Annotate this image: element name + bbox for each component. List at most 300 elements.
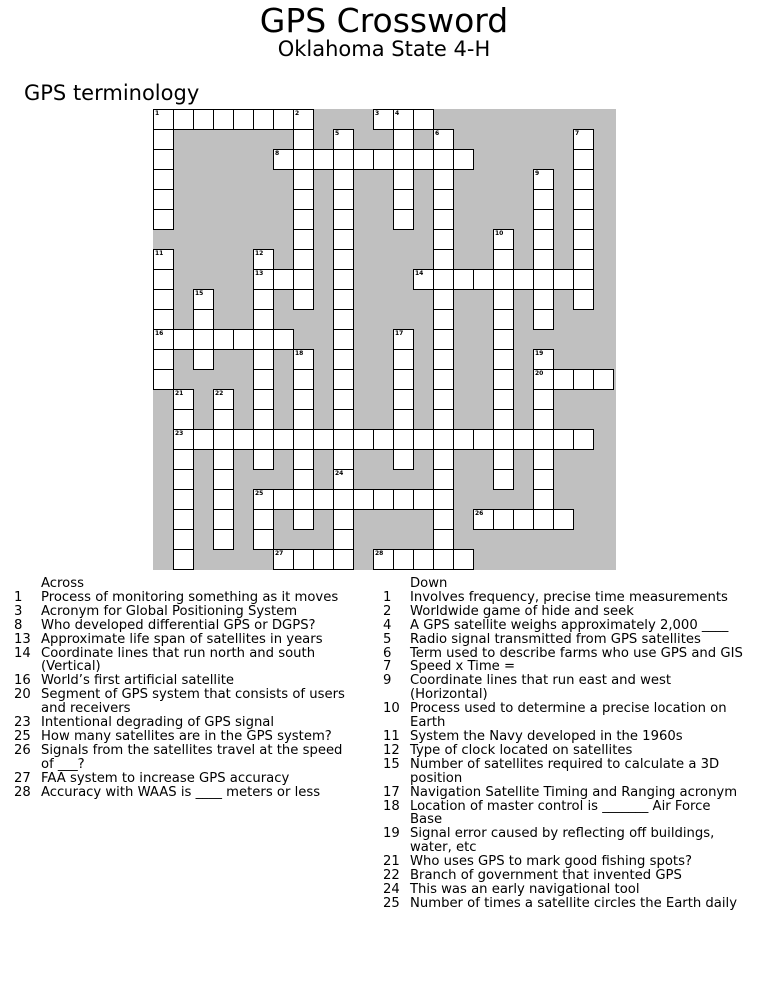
grid-cell[interactable]	[573, 269, 594, 290]
grid-cell[interactable]	[473, 429, 494, 450]
grid-clue-number: 8	[275, 150, 280, 157]
across-clue-20	[14, 688, 359, 716]
across-clue-3	[14, 605, 359, 619]
grid-cell[interactable]	[293, 389, 314, 410]
clue-text: Who developed differential GPS or DGPS?	[41, 617, 316, 633]
clue-text: Intentional degrading of GPS signal	[41, 715, 275, 731]
grid-cell[interactable]	[293, 469, 314, 490]
down-clue-19	[383, 827, 743, 855]
grid-cell[interactable]	[193, 329, 214, 350]
grid-cell[interactable]	[413, 149, 434, 170]
grid-cell[interactable]	[573, 369, 594, 390]
grid-cell[interactable]	[433, 269, 454, 290]
grid-cell[interactable]	[493, 449, 514, 470]
across-heading: Across	[41, 576, 84, 591]
grid-cell[interactable]	[533, 309, 554, 330]
grid-cell[interactable]	[273, 109, 294, 130]
across-clue-16	[14, 674, 359, 688]
grid-cell[interactable]	[393, 389, 414, 410]
grid-cell[interactable]	[493, 509, 514, 530]
grid-cell-2[interactable]	[293, 109, 314, 130]
clue-text: How many satellites are in the GPS system?	[41, 728, 332, 744]
grid-cell-9[interactable]	[533, 169, 554, 190]
clue-number: 15	[383, 756, 400, 772]
grid-clue-number: 19	[535, 350, 544, 357]
clue-number: 6	[383, 645, 392, 661]
grid-clue-number: 6	[435, 130, 440, 137]
grid-cell[interactable]	[573, 249, 594, 270]
grid-clue-number: 5	[335, 130, 340, 137]
clue-text: System the Navy developed in the 1960s	[410, 728, 683, 744]
grid-cell[interactable]	[353, 149, 374, 170]
grid-cell-15[interactable]	[193, 289, 214, 310]
grid-cell[interactable]	[573, 289, 594, 310]
grid-cell[interactable]	[293, 149, 314, 170]
grid-cell-27[interactable]	[273, 549, 294, 570]
down-clue-11	[383, 730, 743, 744]
grid-cell[interactable]	[453, 429, 474, 450]
grid-cell[interactable]	[453, 549, 474, 570]
clue-text: Coordinate lines that run north and south (Vertical)	[41, 645, 316, 675]
grid-cell[interactable]	[213, 329, 234, 350]
grid-cell-17[interactable]	[393, 329, 414, 350]
grid-cell[interactable]	[433, 349, 454, 370]
grid-cell[interactable]	[213, 469, 234, 490]
grid-cell[interactable]	[433, 549, 454, 570]
grid-cell-23[interactable]	[173, 429, 194, 450]
across-clue-1	[14, 591, 359, 605]
grid-cell[interactable]	[253, 449, 274, 470]
clue-text: Acronym for Global Positioning System	[41, 603, 298, 619]
grid-cell[interactable]	[213, 489, 234, 510]
down-clue-6	[383, 647, 743, 661]
grid-cell[interactable]	[173, 529, 194, 550]
grid-cell[interactable]	[393, 369, 414, 390]
grid-clue-number: 12	[255, 250, 264, 257]
down-clue-2	[383, 605, 743, 619]
grid-cell[interactable]	[293, 409, 314, 430]
grid-cell[interactable]	[453, 269, 474, 290]
grid-cell[interactable]	[333, 229, 354, 250]
clue-text: This was an early navigational tool	[410, 881, 640, 897]
grid-cell[interactable]	[193, 109, 214, 130]
grid-cell[interactable]	[433, 249, 454, 270]
down-clue-21	[383, 855, 743, 869]
grid-cell[interactable]	[493, 309, 514, 330]
grid-cell[interactable]	[533, 209, 554, 230]
clue-text: Speed x Time =	[410, 659, 516, 675]
grid-cell[interactable]	[193, 309, 214, 330]
grid-cell[interactable]	[393, 349, 414, 370]
clue-text: Navigation Satellite Timing and Ranging acronym	[410, 784, 738, 800]
grid-cell[interactable]	[333, 489, 354, 510]
grid-cell[interactable]	[493, 289, 514, 310]
grid-cell[interactable]	[393, 449, 414, 470]
grid-cell[interactable]	[393, 489, 414, 510]
clue-number: 14	[14, 645, 31, 661]
grid-cell[interactable]	[353, 489, 374, 510]
page-title: GPS Crossword	[259, 1, 509, 40]
grid-cell[interactable]	[373, 149, 394, 170]
grid-cell[interactable]	[213, 509, 234, 530]
grid-cell[interactable]	[313, 149, 334, 170]
grid-cell[interactable]	[533, 269, 554, 290]
grid-cell[interactable]	[333, 309, 354, 330]
grid-cell[interactable]	[573, 189, 594, 210]
clue-text: Process of monitoring something as it moves	[41, 589, 339, 605]
grid-cell-28[interactable]	[373, 549, 394, 570]
grid-cell[interactable]	[293, 249, 314, 270]
grid-cell[interactable]	[533, 409, 554, 430]
grid-cell-25[interactable]	[253, 489, 274, 510]
grid-cell-1[interactable]	[153, 109, 174, 130]
grid-cell[interactable]	[433, 489, 454, 510]
grid-cell[interactable]	[393, 409, 414, 430]
grid-cell[interactable]	[153, 369, 174, 390]
clue-number: 22	[383, 868, 400, 884]
grid-cell[interactable]	[233, 329, 254, 350]
grid-cell[interactable]	[253, 409, 274, 430]
grid-cell-14[interactable]	[413, 269, 434, 290]
down-clue-24	[383, 883, 743, 897]
grid-cell[interactable]	[493, 469, 514, 490]
grid-cell-3[interactable]	[373, 109, 394, 130]
grid-cell[interactable]	[413, 109, 434, 130]
grid-clue-number: 18	[295, 350, 304, 357]
grid-cell[interactable]	[433, 509, 454, 530]
grid-cell[interactable]	[233, 429, 254, 450]
grid-cell[interactable]	[433, 529, 454, 550]
grid-cell[interactable]	[533, 469, 554, 490]
grid-clue-number: 3	[375, 110, 380, 117]
grid-cell[interactable]	[493, 329, 514, 350]
clue-text: A GPS satellite weighs approximately 2,000 ____	[410, 617, 729, 633]
grid-cell[interactable]	[433, 289, 454, 310]
grid-cell[interactable]	[533, 389, 554, 410]
grid-cell[interactable]	[213, 529, 234, 550]
grid-cell[interactable]	[393, 129, 414, 150]
grid-cell[interactable]	[173, 509, 194, 530]
grid-cell[interactable]	[333, 509, 354, 530]
grid-cell-8[interactable]	[273, 149, 294, 170]
grid-cell[interactable]	[313, 549, 334, 570]
grid-cell[interactable]	[433, 209, 454, 230]
grid-cell[interactable]	[333, 289, 354, 310]
clue-number: 4	[383, 617, 392, 633]
grid-cell-24[interactable]	[333, 469, 354, 490]
down-clue-17	[383, 786, 743, 800]
grid-cell[interactable]	[533, 429, 554, 450]
grid-cell[interactable]	[293, 429, 314, 450]
down-clue-list	[383, 591, 743, 911]
grid-cell[interactable]	[193, 349, 214, 370]
grid-cell[interactable]	[433, 149, 454, 170]
grid-cell[interactable]	[333, 349, 354, 370]
grid-cell[interactable]	[193, 429, 214, 450]
grid-cell[interactable]	[393, 169, 414, 190]
grid-cell[interactable]	[173, 109, 194, 130]
grid-cell[interactable]	[333, 169, 354, 190]
grid-cell[interactable]	[533, 449, 554, 470]
grid-cell[interactable]	[253, 509, 274, 530]
grid-clue-number: 17	[395, 330, 404, 337]
grid-cell[interactable]	[493, 269, 514, 290]
grid-cell[interactable]	[253, 289, 274, 310]
grid-cell[interactable]	[493, 369, 514, 390]
grid-clue-number: 13	[255, 270, 264, 277]
grid-cell[interactable]	[153, 289, 174, 310]
grid-cell[interactable]	[273, 269, 294, 290]
grid-cell[interactable]	[493, 409, 514, 430]
grid-cell[interactable]	[173, 489, 194, 510]
grid-cell[interactable]	[153, 349, 174, 370]
grid-cell[interactable]	[153, 209, 174, 230]
grid-cell[interactable]	[253, 369, 274, 390]
clue-text: Signals from the satellites travel at the speed of ___?	[41, 742, 343, 772]
grid-cell[interactable]	[393, 149, 414, 170]
grid-cell[interactable]	[433, 409, 454, 430]
clue-text: Coordinate lines that run east and west (Horizontal)	[410, 673, 672, 703]
grid-cell[interactable]	[293, 269, 314, 290]
grid-cell[interactable]	[393, 189, 414, 210]
grid-cell[interactable]	[293, 209, 314, 230]
grid-cell[interactable]	[453, 149, 474, 170]
grid-cell[interactable]	[333, 189, 354, 210]
across-clue-26	[14, 744, 359, 772]
grid-cell-22[interactable]	[213, 389, 234, 410]
grid-cell[interactable]	[173, 409, 194, 430]
clue-number: 20	[14, 687, 31, 703]
grid-cell[interactable]	[233, 109, 254, 130]
grid-cell-26[interactable]	[473, 509, 494, 530]
grid-clue-number: 26	[475, 510, 484, 517]
grid-cell[interactable]	[293, 489, 314, 510]
grid-cell[interactable]	[373, 429, 394, 450]
grid-cell[interactable]	[393, 429, 414, 450]
grid-cell-13[interactable]	[253, 269, 274, 290]
clue-text: Approximate life span of satellites in years	[41, 631, 323, 647]
down-clue-1	[383, 591, 743, 605]
grid-cell[interactable]	[153, 269, 174, 290]
grid-cell-21[interactable]	[173, 389, 194, 410]
grid-cell[interactable]	[473, 269, 494, 290]
grid-cell[interactable]	[493, 389, 514, 410]
grid-cell[interactable]	[293, 229, 314, 250]
grid-cell[interactable]	[573, 209, 594, 230]
clue-number: 17	[383, 784, 400, 800]
grid-cell[interactable]	[433, 329, 454, 350]
grid-cell[interactable]	[533, 249, 554, 270]
grid-cell-7[interactable]	[573, 129, 594, 150]
grid-cell[interactable]	[373, 489, 394, 510]
grid-cell[interactable]	[333, 209, 354, 230]
grid-cell[interactable]	[573, 229, 594, 250]
grid-cell[interactable]	[253, 529, 274, 550]
grid-cell[interactable]	[253, 429, 274, 450]
grid-cell[interactable]	[153, 189, 174, 210]
grid-cell[interactable]	[433, 429, 454, 450]
grid-cell[interactable]	[333, 409, 354, 430]
grid-cell[interactable]	[173, 449, 194, 470]
grid-cell[interactable]	[533, 229, 554, 250]
grid-cell[interactable]	[273, 489, 294, 510]
grid-cell[interactable]	[333, 149, 354, 170]
grid-cell[interactable]	[553, 429, 574, 450]
clue-number: 8	[14, 617, 23, 633]
grid-cell[interactable]	[493, 249, 514, 270]
clue-text: Signal error caused by reflecting off buildings, water, etc	[410, 826, 715, 856]
grid-cell[interactable]	[333, 249, 354, 270]
grid-cell[interactable]	[573, 169, 594, 190]
grid-cell[interactable]	[393, 549, 414, 570]
grid-cell[interactable]	[433, 309, 454, 330]
grid-cell[interactable]	[513, 509, 534, 530]
grid-clue-number: 24	[335, 470, 344, 477]
grid-cell[interactable]	[333, 389, 354, 410]
grid-cell[interactable]	[293, 289, 314, 310]
clue-text: Number of satellites required to calculate a 3D position	[410, 756, 720, 786]
grid-cell-18[interactable]	[293, 349, 314, 370]
grid-cell[interactable]	[493, 429, 514, 450]
grid-cell[interactable]	[593, 369, 614, 390]
clue-text: Accuracy with WAAS is ____ meters or less	[41, 784, 321, 800]
grid-cell[interactable]	[293, 169, 314, 190]
grid-cell[interactable]	[333, 429, 354, 450]
grid-cell[interactable]	[293, 129, 314, 150]
across-clue-14	[14, 647, 359, 675]
grid-cell[interactable]	[153, 149, 174, 170]
grid-cell[interactable]	[333, 529, 354, 550]
across-clues	[14, 577, 359, 800]
grid-clue-number: 28	[375, 550, 384, 557]
clue-number: 19	[383, 826, 400, 842]
grid-cell-5[interactable]	[333, 129, 354, 150]
grid-cell[interactable]	[513, 269, 534, 290]
clue-text: Number of times a satellite circles the Earth daily	[410, 895, 738, 911]
grid-cell[interactable]	[333, 369, 354, 390]
grid-cell[interactable]	[533, 489, 554, 510]
grid-cell[interactable]	[253, 309, 274, 330]
down-clue-15	[383, 758, 743, 786]
grid-cell[interactable]	[253, 349, 274, 370]
grid-cell[interactable]	[273, 329, 294, 350]
grid-cell[interactable]	[293, 189, 314, 210]
grid-cell[interactable]	[533, 289, 554, 310]
grid-cell[interactable]	[173, 549, 194, 570]
grid-cell[interactable]	[153, 169, 174, 190]
grid-cell[interactable]	[253, 389, 274, 410]
grid-cell[interactable]	[553, 269, 574, 290]
grid-cell[interactable]	[433, 169, 454, 190]
grid-cell[interactable]	[413, 429, 434, 450]
grid-cell[interactable]	[293, 449, 314, 470]
grid-cell[interactable]	[433, 189, 454, 210]
grid-cell[interactable]	[333, 549, 354, 570]
grid-clue-number: 20	[535, 370, 544, 377]
grid-cell[interactable]	[413, 489, 434, 510]
grid-cell[interactable]	[313, 429, 334, 450]
clue-number: 10	[383, 701, 400, 717]
grid-cell-19[interactable]	[533, 349, 554, 370]
grid-cell[interactable]	[353, 429, 374, 450]
down-clue-9	[383, 674, 743, 702]
clue-number: 25	[383, 895, 400, 911]
clue-text: Who uses GPS to mark good fishing spots?	[410, 854, 692, 870]
grid-cell-11[interactable]	[153, 249, 174, 270]
grid-clue-number: 15	[195, 290, 204, 297]
grid-cell[interactable]	[273, 429, 294, 450]
grid-cell-10[interactable]	[493, 229, 514, 250]
grid-cell[interactable]	[333, 449, 354, 470]
clue-number: 16	[14, 673, 31, 689]
grid-cell[interactable]	[333, 269, 354, 290]
grid-clue-number: 22	[215, 390, 224, 397]
grid-cell[interactable]	[213, 429, 234, 450]
clue-number: 18	[383, 798, 400, 814]
grid-cell[interactable]	[533, 509, 554, 530]
grid-cell-12[interactable]	[253, 249, 274, 270]
grid-cell-16[interactable]	[153, 329, 174, 350]
grid-clue-number: 2	[295, 110, 300, 117]
grid-cell[interactable]	[393, 209, 414, 230]
grid-cell[interactable]	[213, 409, 234, 430]
clue-number: 26	[14, 742, 31, 758]
clue-number: 13	[14, 631, 31, 647]
grid-cell[interactable]	[313, 489, 334, 510]
grid-cell[interactable]	[213, 449, 234, 470]
grid-cell-6[interactable]	[433, 129, 454, 150]
grid-cell[interactable]	[433, 389, 454, 410]
grid-cell[interactable]	[173, 329, 194, 350]
grid-cell[interactable]	[293, 509, 314, 530]
grid-clue-number: 16	[155, 330, 164, 337]
grid-cell[interactable]	[493, 349, 514, 370]
grid-cell[interactable]	[553, 509, 574, 530]
grid-cell[interactable]	[253, 329, 274, 350]
grid-cell[interactable]	[513, 429, 534, 450]
clue-number: 9	[383, 673, 392, 689]
down-clue-18	[383, 800, 743, 828]
grid-cell-20[interactable]	[533, 369, 554, 390]
grid-cell[interactable]	[253, 109, 274, 130]
grid-cell[interactable]	[573, 149, 594, 170]
down-heading: Down	[410, 576, 448, 591]
grid-cell[interactable]	[213, 109, 234, 130]
grid-cell[interactable]	[433, 469, 454, 490]
grid-cell[interactable]	[553, 369, 574, 390]
grid-cell[interactable]	[153, 309, 174, 330]
grid-cell[interactable]	[153, 129, 174, 150]
grid-cell-4[interactable]	[393, 109, 414, 130]
grid-cell[interactable]	[533, 189, 554, 210]
clue-text: Process used to determine a precise location on Earth	[410, 701, 727, 731]
grid-cell[interactable]	[173, 469, 194, 490]
clue-text: Term used to describe farms who use GPS and GIS	[410, 645, 743, 661]
clue-text: Radio signal transmitted from GPS satellites	[410, 631, 701, 647]
grid-cell[interactable]	[433, 229, 454, 250]
grid-cell[interactable]	[293, 549, 314, 570]
grid-cell[interactable]	[333, 329, 354, 350]
grid-clue-number: 4	[395, 110, 400, 117]
grid-cell[interactable]	[433, 449, 454, 470]
grid-cell[interactable]	[293, 369, 314, 390]
grid-clue-number: 10	[495, 230, 504, 237]
grid-cell[interactable]	[413, 549, 434, 570]
down-clue-12	[383, 744, 743, 758]
grid-cell[interactable]	[573, 429, 594, 450]
grid-clue-number: 1	[155, 110, 160, 117]
grid-cell[interactable]	[433, 369, 454, 390]
